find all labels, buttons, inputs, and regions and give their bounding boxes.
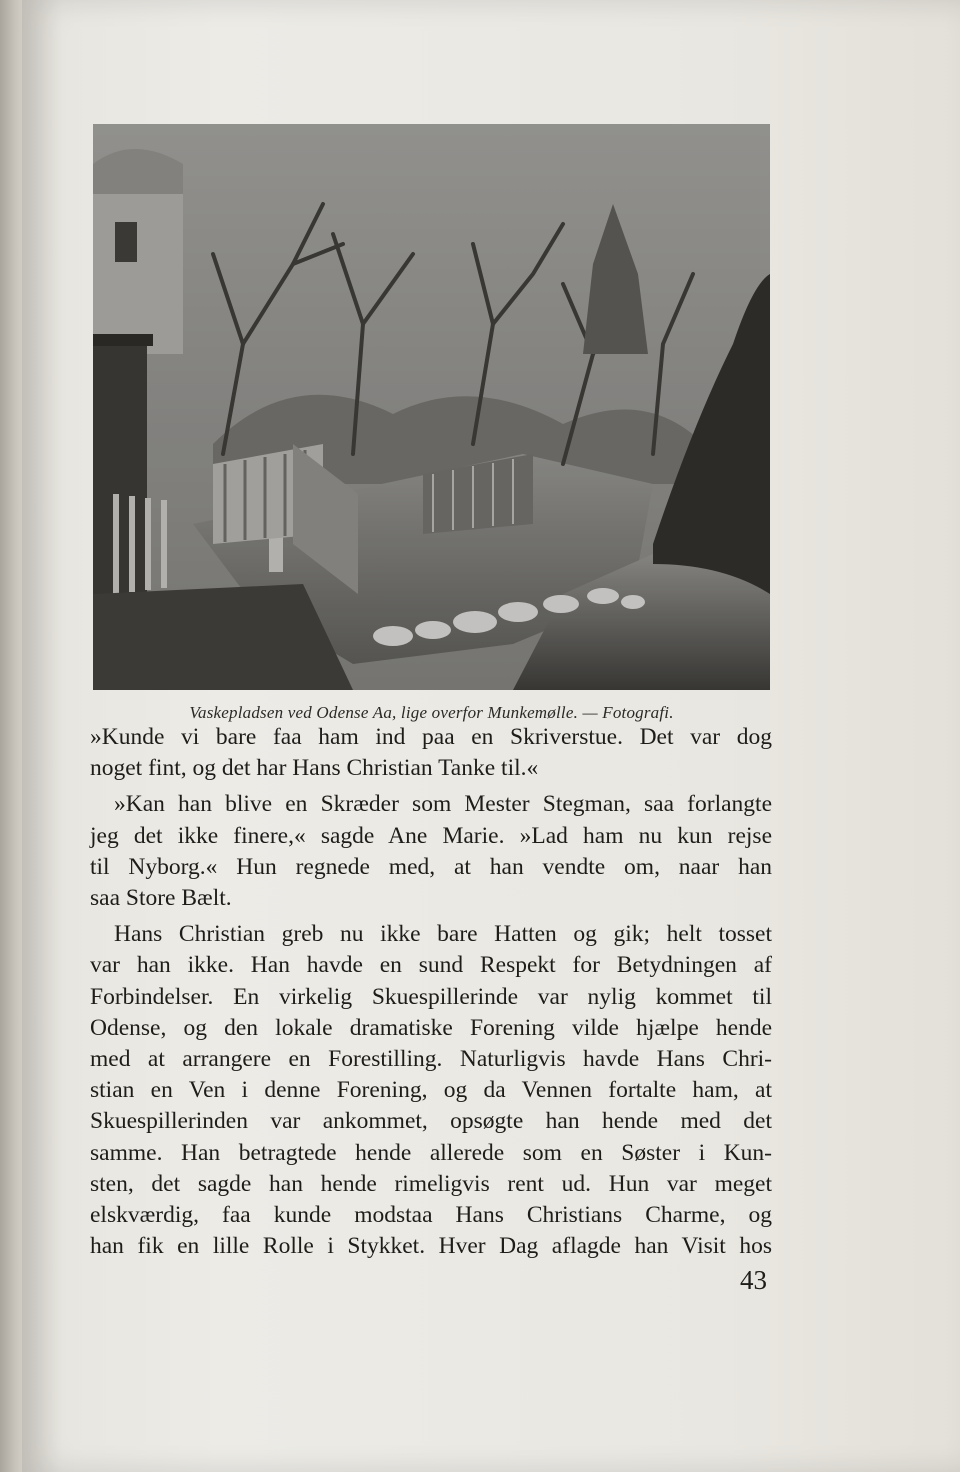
- text-line: stian en Ven i denne Forening, og da Vennen fortalte ham, at: [90, 1077, 772, 1104]
- text-line: var han ikke. Han havde en sund Respekt for Betydningen af: [90, 952, 772, 979]
- paragraph-2: [90, 789, 772, 914]
- text-line: elskværdig, faa kunde modstaa Hans Christians Charme, og: [90, 1202, 772, 1229]
- text-line: Odense, og den lokale dramatiske Forening vilde hjælpe hende: [90, 1014, 772, 1041]
- paragraph-1: [90, 722, 772, 784]
- text-line: med at arrangere en Forestilling. Naturligvis havde Hans Chri-: [90, 1046, 772, 1073]
- text-line: sten, det sagde han hende rimeligvis rent ud. Hun var meget: [90, 1170, 772, 1197]
- text-line: noget fint, og det har Hans Christian Tanke til.«: [90, 755, 539, 782]
- text-line: »Kan han blive en Skræder som Mester Stegman, saa forlangte: [114, 791, 772, 818]
- text-line: samme. Han betragtede hende allerede som en Søster i Kun-: [90, 1139, 772, 1166]
- text-line: jeg det ikke finere,« sagde Ane Marie. »Lad ham nu kun rejse: [90, 822, 772, 849]
- text-line: Skuespillerinden var ankommet, opsøgte han hende med det: [90, 1108, 772, 1135]
- text-line: han fik en lille Rolle i Stykket. Hver Dag aflagde han Visit hos: [90, 1233, 772, 1260]
- page-number: 43: [740, 1265, 767, 1295]
- text-line: »Kunde vi bare faa ham ind paa en Skriverstue. Det var dog: [90, 724, 772, 750]
- body-text: [90, 722, 772, 1262]
- photograph-washing-place: [93, 124, 770, 690]
- text-line: saa Store Bælt.: [90, 885, 232, 912]
- text-line: til Nyborg.« Hun regnede med, at han vendte om, naar han: [90, 853, 772, 880]
- photo-caption: Vaskepladsen ved Odense Aa, lige overfor Munkemølle. — Fotografi.: [189, 703, 674, 722]
- text-line: Hans Christian greb nu ikke bare Hatten og gik; helt tosset: [114, 921, 772, 948]
- text-line: Forbindelser. En virkelig Skuespillerinde var nylig kommet til: [90, 983, 772, 1010]
- paragraph-3: [90, 919, 772, 1262]
